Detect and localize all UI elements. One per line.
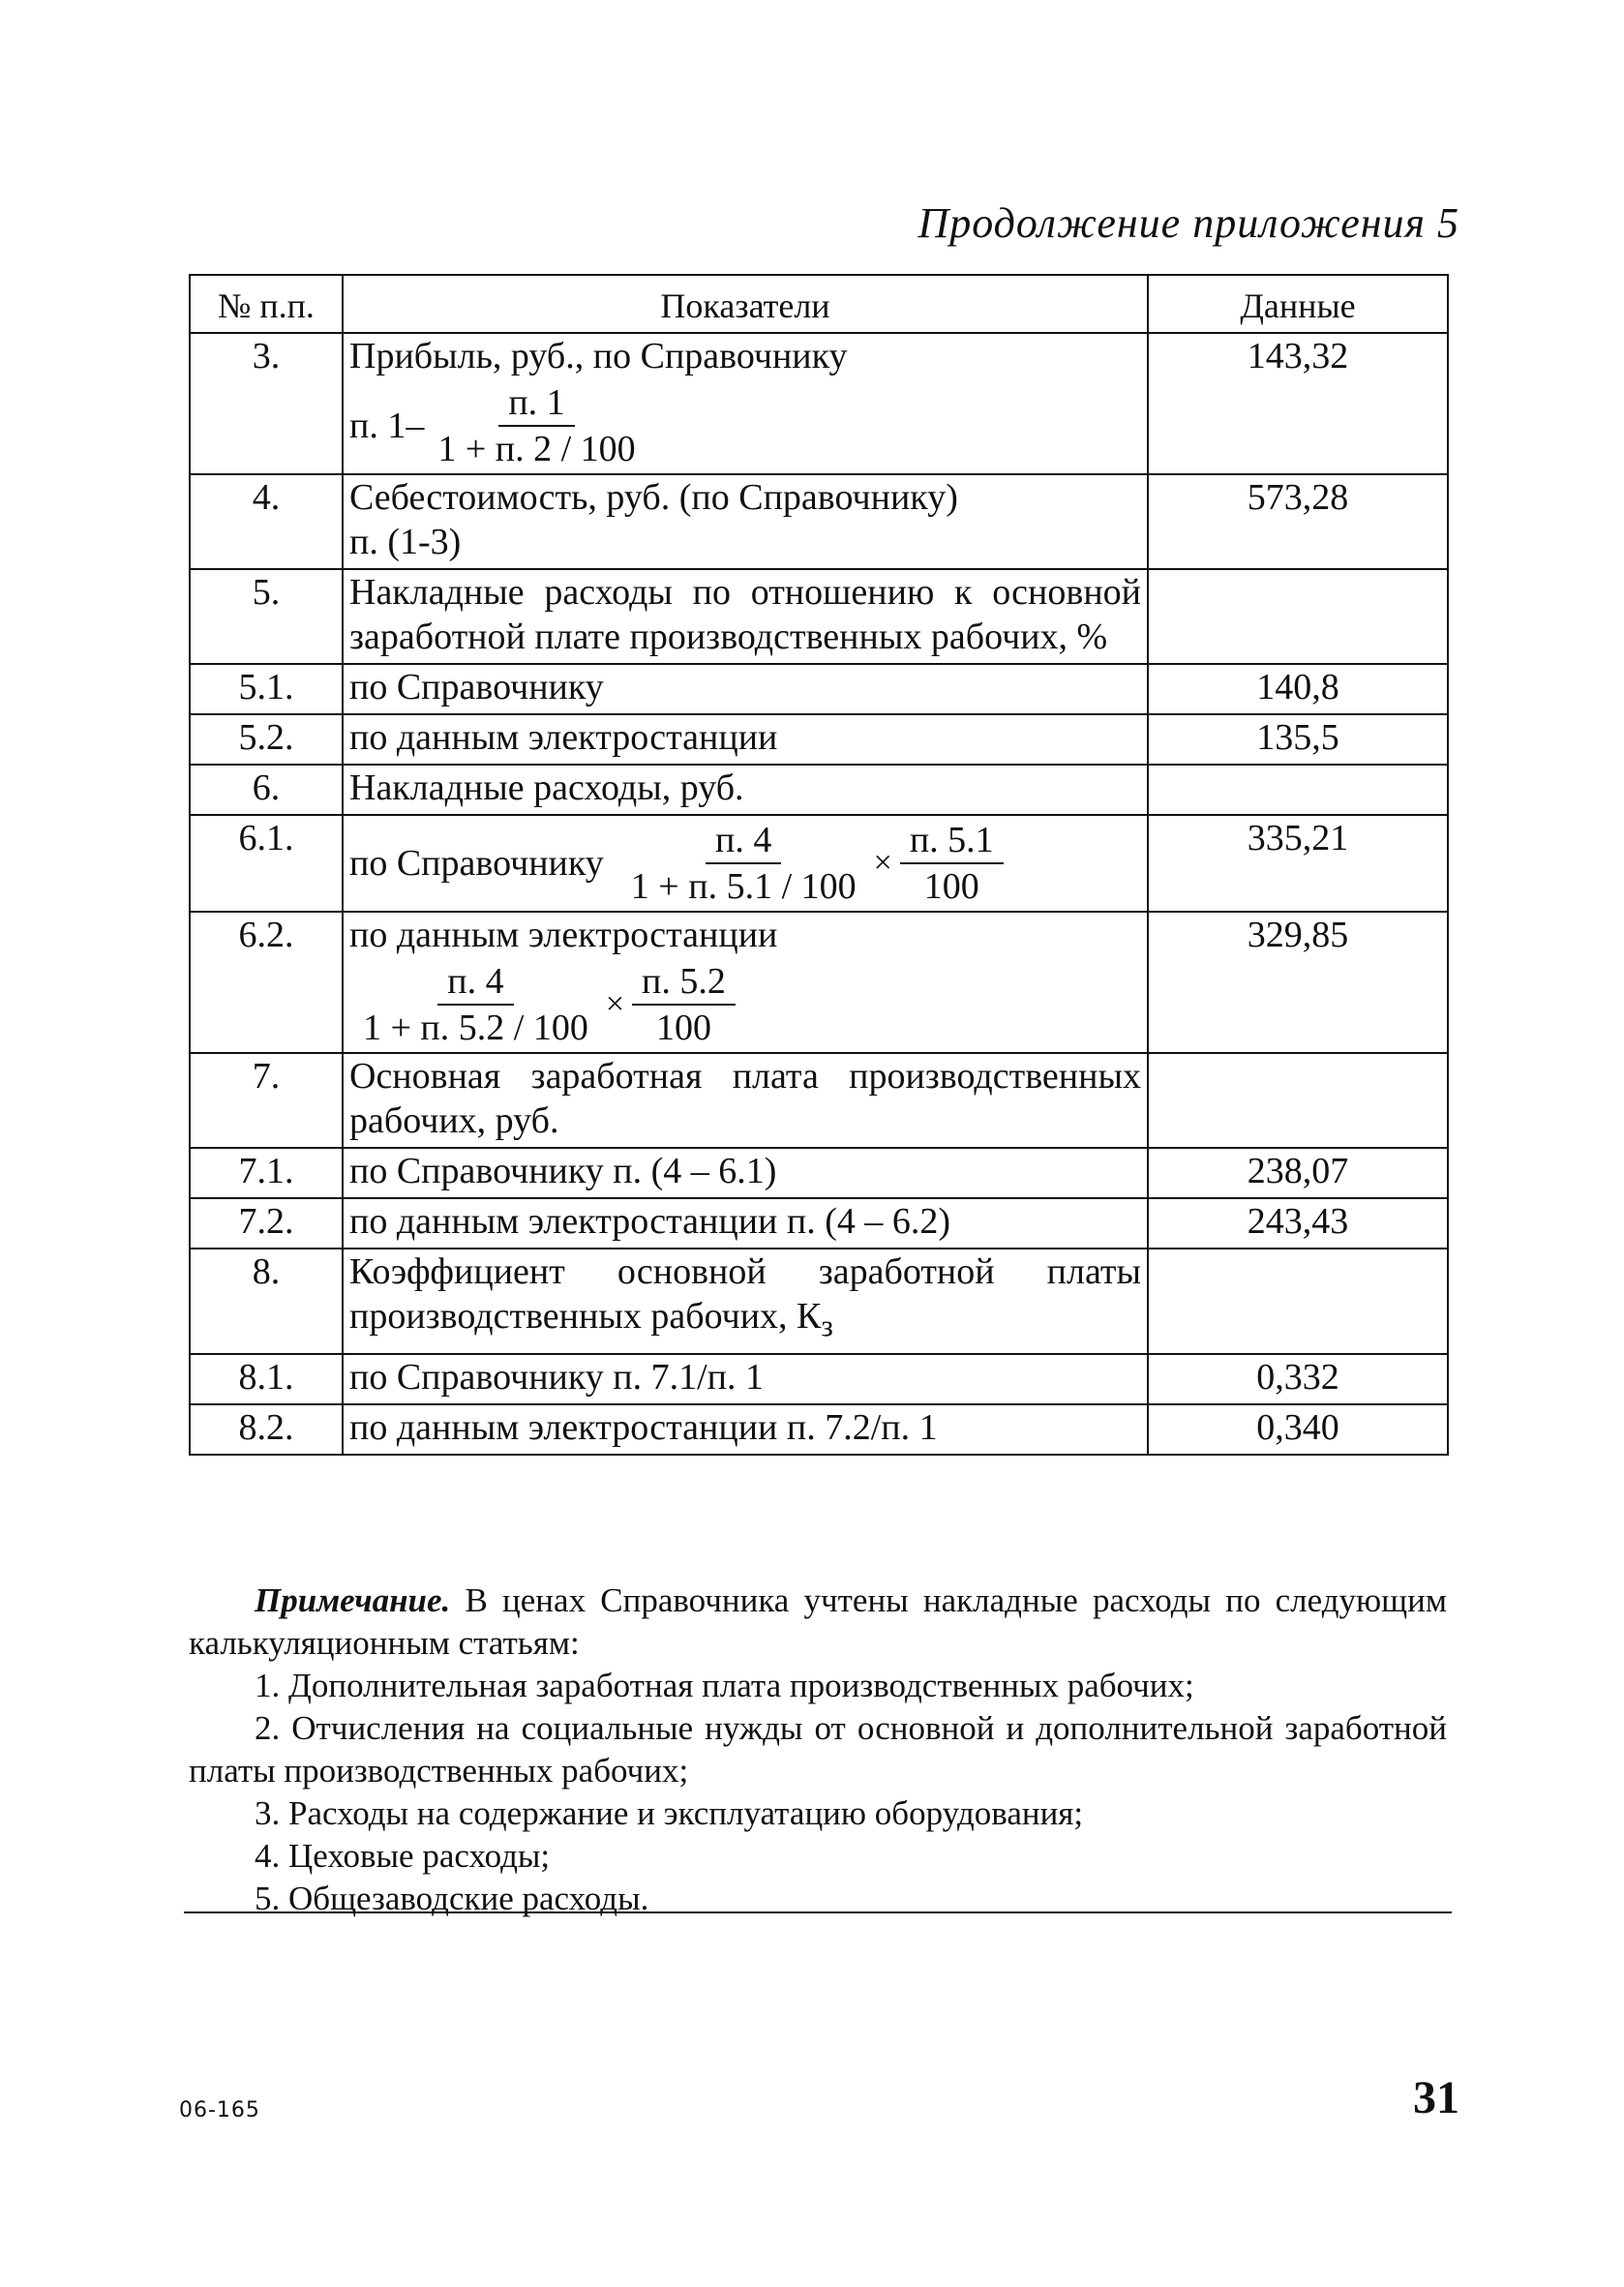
header-value: Данные xyxy=(1148,275,1448,333)
note-section xyxy=(189,1580,1447,1920)
fraction xyxy=(353,961,598,1048)
fraction-denominator: 1 + п. 2 / 100 xyxy=(437,429,636,469)
table-row xyxy=(190,1198,1448,1249)
row-text: Основная заработная плата производственных рабочих, руб. xyxy=(343,1053,1148,1148)
row-num: 5.2. xyxy=(190,714,343,765)
row-value: 140,8 xyxy=(1148,664,1448,714)
note-item: 5. Общезаводские расходы. xyxy=(255,1880,649,1917)
horizontal-rule xyxy=(184,1911,1452,1913)
row-num: 7.1. xyxy=(190,1148,343,1198)
row-value: 135,5 xyxy=(1148,714,1448,765)
fraction xyxy=(428,382,645,469)
row-text: по данным электростанции п. 7.2/п. 1 xyxy=(343,1404,1148,1455)
note-item: 4. Цеховые расходы; xyxy=(255,1837,551,1875)
row-num: 6.2. xyxy=(190,912,343,1053)
note-item: 1. Дополнительная заработная плата производственных рабочих; xyxy=(255,1667,1194,1704)
fraction-numerator: п. 5.2 xyxy=(632,961,736,1006)
row-value: 243,43 xyxy=(1148,1198,1448,1249)
fraction-denominator: 100 xyxy=(655,1008,711,1048)
row-num: 7. xyxy=(190,1053,343,1148)
table-header-row xyxy=(190,275,1448,333)
formula xyxy=(349,961,1141,1048)
row-value: 573,28 xyxy=(1148,474,1448,569)
row-num: 5. xyxy=(190,569,343,664)
table-row xyxy=(190,714,1448,765)
row-text: по Справочнику п. (4 – 6.1) xyxy=(343,1148,1148,1198)
row-label-extra: п. (1-3) xyxy=(349,522,462,562)
row-text: Накладные расходы, руб. xyxy=(343,765,1148,815)
row-value: 238,07 xyxy=(1148,1148,1448,1198)
fraction-denominator: 1 + п. 5.2 / 100 xyxy=(363,1008,588,1048)
document-code: 06-165 xyxy=(179,2098,260,2122)
coefficient-subscript: з xyxy=(821,1309,833,1343)
row-value xyxy=(1148,765,1448,815)
table-row xyxy=(190,1148,1448,1198)
row-value xyxy=(1148,569,1448,664)
row-text: по Справочнику п. 7.1/п. 1 xyxy=(343,1354,1148,1404)
fraction-numerator: п. 1 xyxy=(498,382,574,427)
table-row xyxy=(190,912,1448,1053)
formula-prefix: п. 1– xyxy=(349,406,425,446)
row-text: по данным электростанции xyxy=(343,714,1148,765)
table-row xyxy=(190,664,1448,714)
table-row xyxy=(190,333,1448,474)
fraction-numerator: п. 4 xyxy=(706,820,781,864)
row-value xyxy=(1148,1249,1448,1354)
fraction-numerator: п. 4 xyxy=(437,961,513,1006)
table-row xyxy=(190,569,1448,664)
fraction xyxy=(900,820,1004,907)
table-row xyxy=(190,815,1448,912)
row-num: 7.2. xyxy=(190,1198,343,1249)
row-text: по данным электростанции п. (4 – 6.2) xyxy=(343,1198,1148,1249)
row-label: Себестоимость, руб. (по Справочнику) xyxy=(349,477,958,518)
table-row xyxy=(190,1404,1448,1455)
row-text xyxy=(343,474,1148,569)
fraction-numerator: п. 5.1 xyxy=(900,820,1004,864)
page-number: 31 xyxy=(1413,2072,1459,2123)
note-item: 2. Отчисления на социальные нужды от основной и дополнительной заработной платы производственных рабочих; xyxy=(189,1709,1447,1790)
row-value: 335,21 xyxy=(1148,815,1448,912)
row-num: 5.1. xyxy=(190,664,343,714)
table-row xyxy=(190,1354,1448,1404)
row-num: 8.2. xyxy=(190,1404,343,1455)
row-num: 4. xyxy=(190,474,343,569)
table-row xyxy=(190,765,1448,815)
row-text xyxy=(343,333,1148,474)
multiply-sign: × xyxy=(605,986,625,1022)
note-label: Примечание. xyxy=(255,1581,451,1619)
row-num: 6. xyxy=(190,765,343,815)
row-text: Накладные расходы по отношению к основной заработной плате производственных рабочих, % xyxy=(343,569,1148,664)
header-indicator: Показатели xyxy=(343,275,1148,333)
formula xyxy=(349,382,1141,469)
row-text xyxy=(343,912,1148,1053)
row-num: 3. xyxy=(190,333,343,474)
multiply-sign: × xyxy=(873,845,892,881)
row-num: 8.1. xyxy=(190,1354,343,1404)
row-num: 8. xyxy=(190,1249,343,1354)
row-label: по Справочнику xyxy=(349,843,604,884)
row-label: Коэффициент основной заработной платы производственных рабочих, К xyxy=(349,1251,1141,1337)
row-value: 0,332 xyxy=(1148,1354,1448,1404)
row-text xyxy=(343,1249,1148,1354)
row-value xyxy=(1148,1053,1448,1148)
fraction-denominator: 1 + п. 5.1 / 100 xyxy=(630,866,857,907)
header-num: № п.п. xyxy=(190,275,343,333)
row-num: 6.1. xyxy=(190,815,343,912)
row-text xyxy=(343,815,1148,912)
fraction xyxy=(621,820,866,907)
row-text: по Справочнику xyxy=(343,664,1148,714)
row-value: 329,85 xyxy=(1148,912,1448,1053)
row-label: по данным электростанции xyxy=(349,915,778,955)
indicators-table xyxy=(189,274,1449,1456)
row-label: Прибыль, руб., по Справочнику xyxy=(349,336,848,376)
formula xyxy=(349,820,1141,907)
fraction xyxy=(632,961,736,1048)
row-value: 143,32 xyxy=(1148,333,1448,474)
note-item: 3. Расходы на содержание и эксплуатацию оборудования; xyxy=(255,1794,1084,1832)
table-row xyxy=(190,1053,1448,1148)
note-intro-paragraph xyxy=(189,1580,1447,1665)
note-intro: В ценах Справочника учтены накладные расходы по следующим калькуляционным статьям: xyxy=(189,1581,1448,1662)
table-row xyxy=(190,1249,1448,1354)
fraction-denominator: 100 xyxy=(923,866,979,907)
page-heading: Продолжение приложения 5 xyxy=(917,199,1459,247)
row-value: 0,340 xyxy=(1148,1404,1448,1455)
table-row xyxy=(190,474,1448,569)
